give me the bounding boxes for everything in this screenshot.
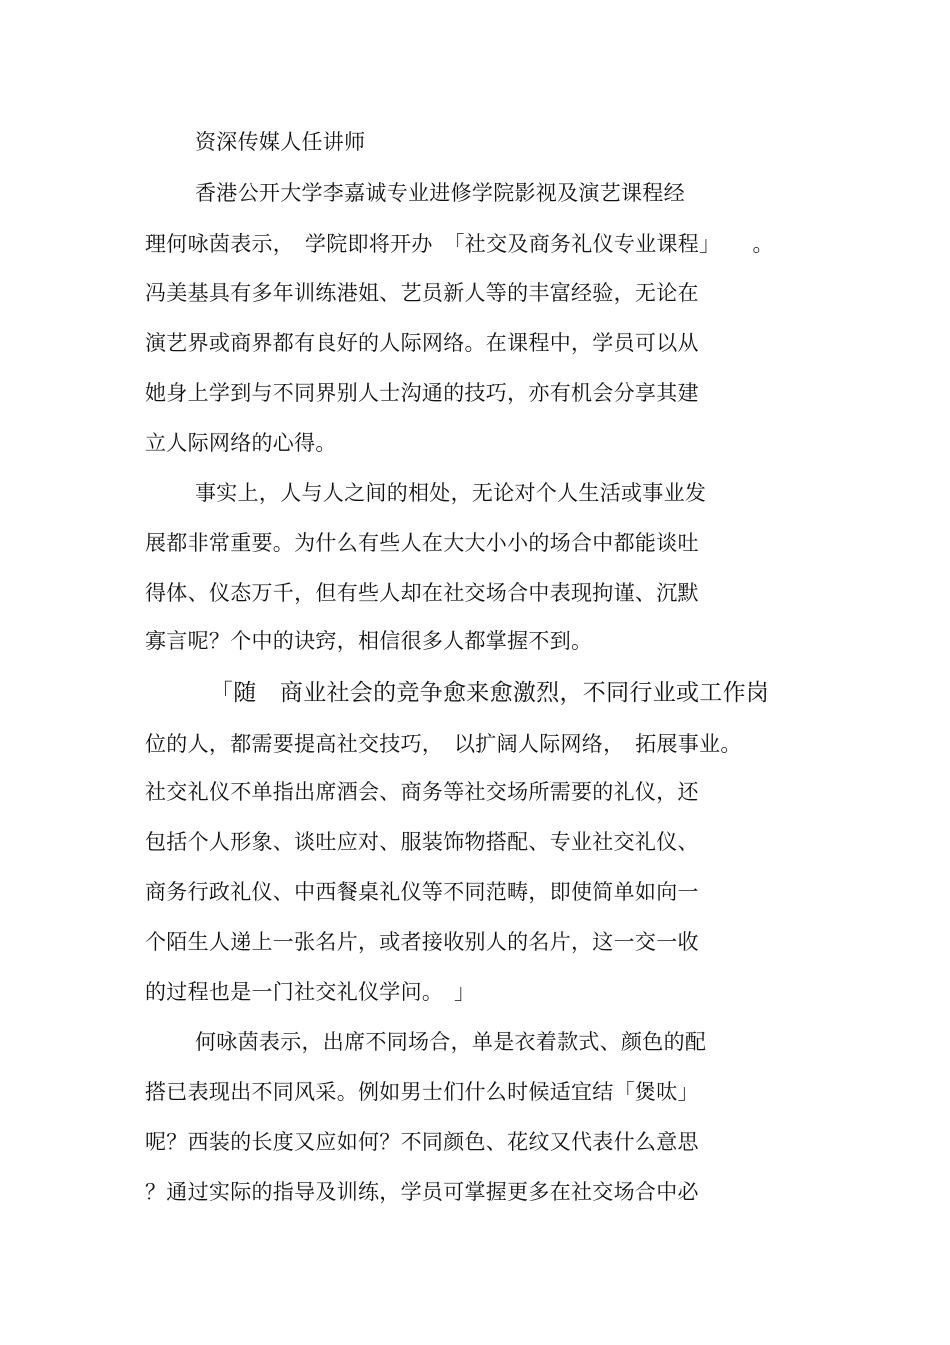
quote-line: 位的人，都需要提高社交技巧， 以扩阔人际网络， 拓展事业。 — [145, 732, 742, 756]
paragraph-line: 香港公开大学李嘉诚专业进修学院影视及演艺课程经 — [195, 181, 685, 205]
quote-line: 「随 商业社会的竞争愈来愈激烈，不同行业或工作岗 — [210, 680, 770, 706]
paragraph-line: 理何咏茵表示， 学院即将开办 「社交及商务礼仪专业课程」 。 — [145, 232, 774, 256]
quote-line: 的过程也是一门社交礼仪学问。 」 — [145, 980, 476, 1004]
section-heading: 资深传媒人任讲师 — [195, 130, 366, 154]
paragraph-line: 立人际网络的心得。 — [145, 431, 337, 455]
quote-line: 个陌生人递上一张名片，或者接收别人的名片，这一交一收 — [145, 930, 699, 954]
paragraph-line: 何咏茵表示，出席不同场合，单是衣着款式、颜色的配 — [195, 1030, 707, 1054]
paragraph-line: 演艺界或商界都有良好的人际网络。在课程中，学员可以从 — [145, 331, 699, 355]
paragraph-line: 冯美基具有多年训练港姐、艺员新人等的丰富经验，无论在 — [145, 281, 699, 305]
quote-line: 社交礼仪不单指出席酒会、商务等社交场所需要的礼仪，还 — [145, 780, 699, 804]
paragraph-line: 寡言呢？个中的诀窍，相信很多人都掌握不到。 — [145, 629, 593, 653]
paragraph-line: 展都非常重要。为什么有些人在大大小小的场合中都能谈吐 — [145, 531, 699, 555]
quote-line: 商务行政礼仪、中西餐桌礼仪等不同范畴，即使简单如向一 — [145, 880, 699, 904]
paragraph-line: 得体、仪态万千，但有些人却在社交场合中表现拘谨、沉默 — [145, 581, 699, 605]
paragraph-line: 事实上，人与人之间的相处，无论对个人生活或事业发 — [195, 481, 707, 505]
paragraph-line: 她身上学到与不同界别人士沟通的技巧，亦有机会分享其建 — [145, 381, 699, 405]
paragraph-line: 搭已表现出不同风采。例如男士们什么时候适宜结「煲呔」 — [145, 1080, 699, 1104]
paragraph-line: ？通过实际的指导及训练，学员可掌握更多在社交场合中必 — [145, 1180, 699, 1204]
paragraph-line: 呢？西装的长度又应如何？不同颜色、花纹又代表什么意思 — [145, 1130, 699, 1154]
quote-line: 包括个人形象、谈吐应对、服装饰物搭配、专业社交礼仪、 — [145, 830, 699, 854]
